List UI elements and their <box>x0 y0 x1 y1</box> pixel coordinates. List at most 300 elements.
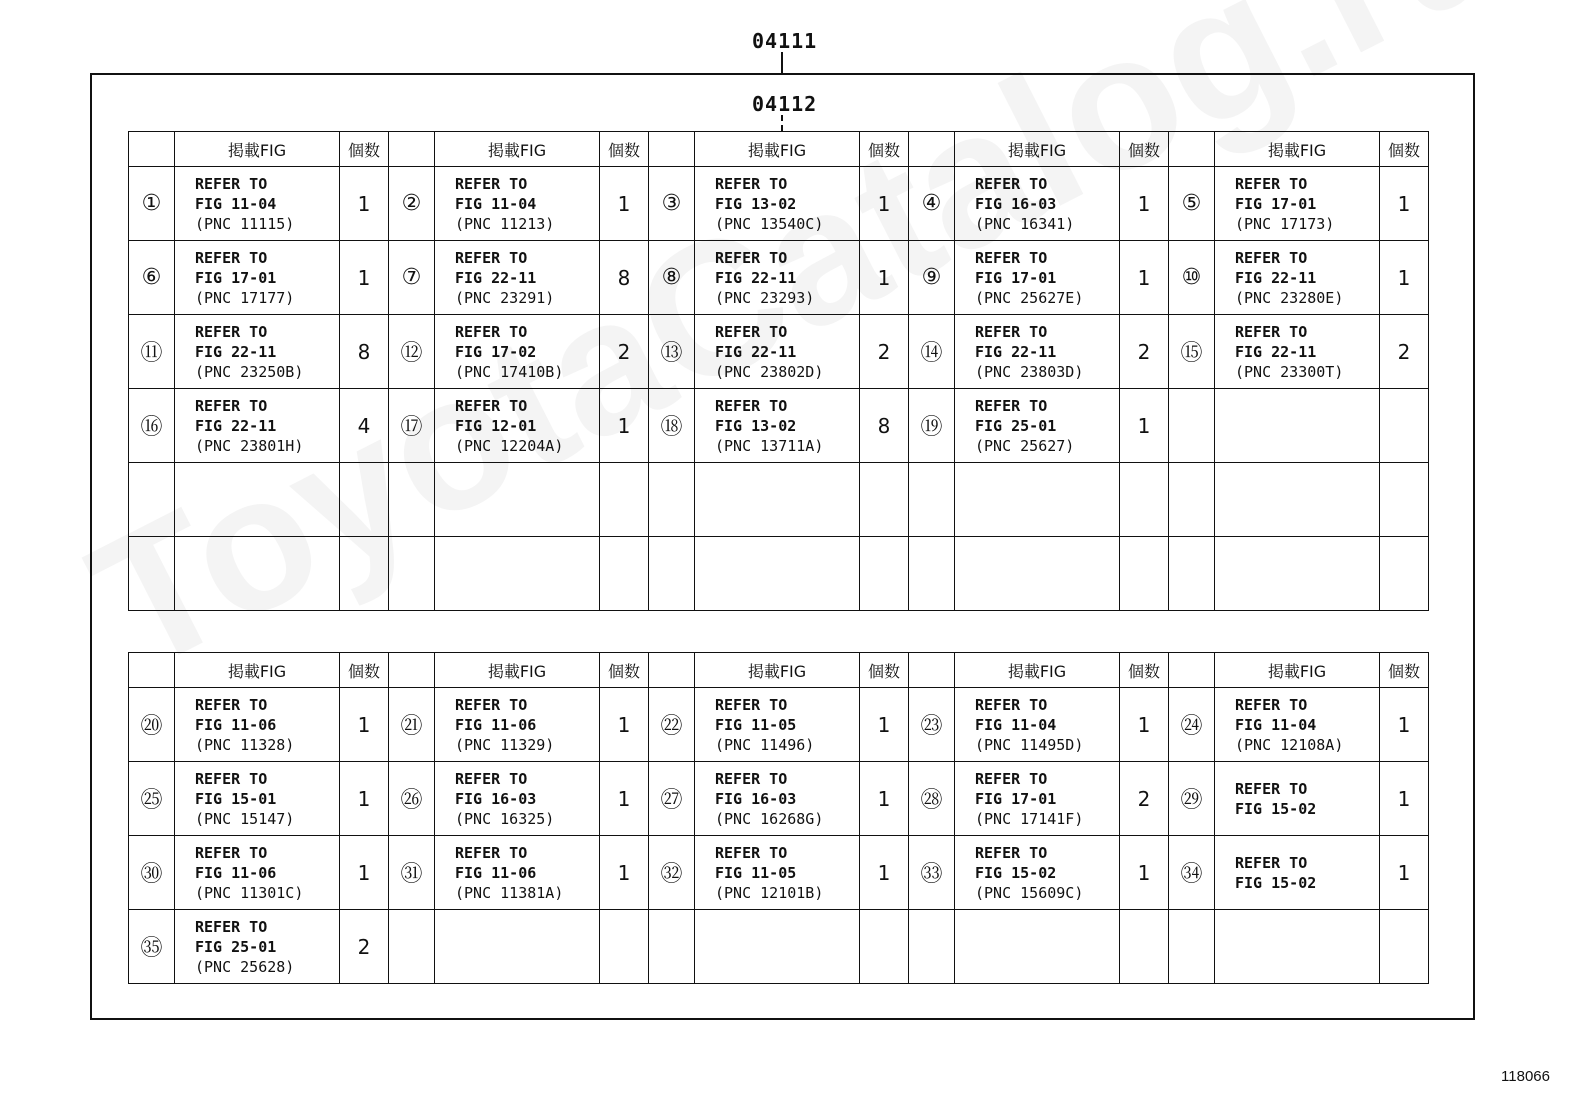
table-row <box>129 167 1429 241</box>
fig-reference-line: (PNC 11115) <box>195 214 295 233</box>
page-number: 118066 <box>1501 1068 1550 1085</box>
item-number: ㉜ <box>649 836 695 910</box>
header-fig: 掲載FIG <box>955 132 1120 167</box>
fig-reference-line: (PNC 16325) <box>455 809 555 828</box>
fig-reference-line: REFER TO <box>455 248 528 267</box>
fig-reference-line: (PNC 25628) <box>195 957 295 976</box>
item-number: ㉝ <box>909 836 955 910</box>
item-number: ③ <box>649 167 695 241</box>
quantity: 1 <box>600 389 649 463</box>
header-index <box>129 653 175 688</box>
quantity: 1 <box>1120 688 1169 762</box>
fig-reference <box>1215 241 1380 315</box>
leader-line-inner <box>781 115 783 131</box>
fig-reference-line: FIG 25-01 <box>975 416 1057 435</box>
item-number <box>129 537 175 611</box>
fig-reference-line: FIG 22-11 <box>715 342 797 361</box>
fig-reference-line: REFER TO <box>715 248 788 267</box>
fig-reference-line: (PNC 11301C) <box>195 883 304 902</box>
item-number <box>649 910 695 984</box>
fig-reference-line: (PNC 11495D) <box>975 735 1084 754</box>
quantity <box>600 537 649 611</box>
fig-reference-line: REFER TO <box>715 695 788 714</box>
quantity: 1 <box>860 762 909 836</box>
item-number: ⑨ <box>909 241 955 315</box>
fig-reference <box>1215 167 1380 241</box>
quantity: 2 <box>1380 315 1429 389</box>
fig-reference-line: REFER TO <box>715 769 788 788</box>
fig-reference-line: (PNC 23802D) <box>715 362 824 381</box>
fig-reference-line: FIG 15-02 <box>975 863 1057 882</box>
quantity <box>340 463 389 537</box>
item-number: ⑧ <box>649 241 695 315</box>
item-number <box>1169 463 1215 537</box>
header-index <box>1169 653 1215 688</box>
fig-reference-line: FIG 11-04 <box>975 715 1057 734</box>
header-qty: 個数 <box>340 653 389 688</box>
quantity <box>1120 537 1169 611</box>
item-number: ㉒ <box>649 688 695 762</box>
fig-reference-line: REFER TO <box>455 322 528 341</box>
quantity: 1 <box>340 836 389 910</box>
fig-reference <box>695 167 860 241</box>
header-fig: 掲載FIG <box>695 132 860 167</box>
item-number: ㉛ <box>389 836 435 910</box>
quantity: 1 <box>1380 241 1429 315</box>
quantity <box>1120 463 1169 537</box>
fig-reference-line: (PNC 11329) <box>455 735 555 754</box>
fig-reference <box>695 836 860 910</box>
table-row <box>129 836 1429 910</box>
fig-reference-line: FIG 16-03 <box>975 194 1057 213</box>
header-fig: 掲載FIG <box>695 653 860 688</box>
fig-reference-line: (PNC 25627E) <box>975 288 1084 307</box>
quantity: 1 <box>340 241 389 315</box>
item-number <box>1169 389 1215 463</box>
fig-reference-line: FIG 22-11 <box>1235 342 1317 361</box>
fig-reference <box>1215 910 1380 984</box>
fig-reference <box>955 463 1120 537</box>
fig-reference <box>175 167 340 241</box>
quantity: 1 <box>600 836 649 910</box>
fig-reference <box>695 762 860 836</box>
fig-reference-line: (PNC 16268G) <box>715 809 824 828</box>
fig-reference <box>435 315 600 389</box>
quantity <box>1120 910 1169 984</box>
fig-reference-line: (PNC 15609C) <box>975 883 1084 902</box>
fig-reference-line: FIG 16-03 <box>455 789 537 808</box>
table-row <box>129 463 1429 537</box>
fig-reference-line: FIG 17-01 <box>975 268 1057 287</box>
fig-reference-line: REFER TO <box>1235 174 1308 193</box>
header-index <box>129 132 175 167</box>
item-number: ㉞ <box>1169 836 1215 910</box>
quantity: 1 <box>340 167 389 241</box>
fig-reference <box>955 537 1120 611</box>
fig-reference <box>1215 762 1380 836</box>
header-qty: 個数 <box>1380 132 1429 167</box>
fig-reference <box>1215 463 1380 537</box>
fig-reference-line: FIG 17-01 <box>195 268 277 287</box>
quantity: 1 <box>600 688 649 762</box>
header-fig: 掲載FIG <box>1215 653 1380 688</box>
quantity: 2 <box>340 910 389 984</box>
header-index <box>649 653 695 688</box>
fig-reference <box>695 463 860 537</box>
fig-reference-line: (PNC 17177) <box>195 288 295 307</box>
quantity: 1 <box>1120 241 1169 315</box>
header-index <box>909 132 955 167</box>
header-fig: 掲載FIG <box>435 653 600 688</box>
quantity: 2 <box>600 315 649 389</box>
fig-reference-line: REFER TO <box>1235 853 1308 872</box>
quantity <box>1380 910 1429 984</box>
fig-reference-line: REFER TO <box>195 248 268 267</box>
fig-reference-line: REFER TO <box>715 396 788 415</box>
fig-reference <box>695 910 860 984</box>
quantity: 1 <box>860 167 909 241</box>
item-number: ⑥ <box>129 241 175 315</box>
fig-reference <box>175 762 340 836</box>
fig-reference <box>955 762 1120 836</box>
fig-reference <box>435 836 600 910</box>
fig-reference <box>175 241 340 315</box>
fig-reference-line: REFER TO <box>975 695 1048 714</box>
fig-reference <box>175 836 340 910</box>
quantity: 1 <box>860 688 909 762</box>
fig-reference-line: (PNC 25627) <box>975 436 1075 455</box>
fig-reference-line: FIG 22-11 <box>195 342 277 361</box>
fig-reference-line: (PNC 23801H) <box>195 436 304 455</box>
fig-reference-line: REFER TO <box>975 843 1048 862</box>
header-fig: 掲載FIG <box>175 653 340 688</box>
fig-reference-line: REFER TO <box>195 843 268 862</box>
quantity: 1 <box>1380 688 1429 762</box>
fig-reference <box>435 167 600 241</box>
item-number: ㉕ <box>129 762 175 836</box>
header-fig: 掲載FIG <box>175 132 340 167</box>
fig-reference <box>175 537 340 611</box>
header-fig: 掲載FIG <box>1215 132 1380 167</box>
fig-reference <box>955 315 1120 389</box>
item-number <box>649 537 695 611</box>
quantity: 1 <box>1380 836 1429 910</box>
item-number: ⑪ <box>129 315 175 389</box>
fig-reference-line: FIG 12-01 <box>455 416 537 435</box>
item-number <box>1169 910 1215 984</box>
fig-reference-line: (PNC 23250B) <box>195 362 304 381</box>
item-number: ㉗ <box>649 762 695 836</box>
quantity: 1 <box>600 762 649 836</box>
item-number: ㉙ <box>1169 762 1215 836</box>
fig-reference-line: REFER TO <box>455 396 528 415</box>
item-number: ⑭ <box>909 315 955 389</box>
item-number: ㉑ <box>389 688 435 762</box>
item-number: ⑩ <box>1169 241 1215 315</box>
quantity: 1 <box>1120 389 1169 463</box>
fig-reference-line: FIG 22-11 <box>975 342 1057 361</box>
assembly-code-top: 04111 <box>752 29 818 53</box>
quantity: 8 <box>340 315 389 389</box>
fig-reference-line: (PNC 17173) <box>1235 214 1335 233</box>
fig-reference <box>1215 836 1380 910</box>
quantity: 1 <box>1120 167 1169 241</box>
fig-reference-line: FIG 11-05 <box>715 715 797 734</box>
fig-reference-line: REFER TO <box>1235 322 1308 341</box>
item-number <box>389 910 435 984</box>
fig-reference-line: REFER TO <box>975 174 1048 193</box>
fig-reference-line: FIG 11-06 <box>455 715 537 734</box>
reference-table-2 <box>128 652 1429 984</box>
quantity: 1 <box>1380 167 1429 241</box>
quantity <box>1380 463 1429 537</box>
fig-reference-line: (PNC 15147) <box>195 809 295 828</box>
fig-reference-line: REFER TO <box>975 769 1048 788</box>
table-header-row <box>129 132 1429 167</box>
header-qty: 個数 <box>1120 132 1169 167</box>
header-qty: 個数 <box>600 653 649 688</box>
fig-reference-line: FIG 13-02 <box>715 194 797 213</box>
fig-reference <box>955 910 1120 984</box>
fig-reference-line: REFER TO <box>455 843 528 862</box>
item-number: ⑰ <box>389 389 435 463</box>
fig-reference-line: FIG 11-06 <box>455 863 537 882</box>
fig-reference-line: REFER TO <box>975 396 1048 415</box>
fig-reference-line: FIG 11-04 <box>455 194 537 213</box>
table-row <box>129 688 1429 762</box>
fig-reference-line: FIG 22-11 <box>195 416 277 435</box>
fig-reference-line: REFER TO <box>1235 779 1308 798</box>
fig-reference-line: FIG 22-11 <box>455 268 537 287</box>
fig-reference-line: REFER TO <box>715 843 788 862</box>
fig-reference <box>1215 688 1380 762</box>
fig-reference <box>695 389 860 463</box>
fig-reference <box>955 167 1120 241</box>
item-number: ⑱ <box>649 389 695 463</box>
quantity: 1 <box>600 167 649 241</box>
fig-reference-line: (PNC 12204A) <box>455 436 564 455</box>
fig-reference <box>955 836 1120 910</box>
fig-reference-line: REFER TO <box>1235 248 1308 267</box>
header-fig: 掲載FIG <box>435 132 600 167</box>
fig-reference <box>1215 389 1380 463</box>
quantity: 1 <box>1380 762 1429 836</box>
fig-reference <box>175 688 340 762</box>
quantity <box>340 537 389 611</box>
fig-reference <box>175 315 340 389</box>
item-number: ⑫ <box>389 315 435 389</box>
fig-reference-line: FIG 15-02 <box>1235 873 1317 892</box>
fig-reference-line: (PNC 11213) <box>455 214 555 233</box>
header-index <box>389 653 435 688</box>
item-number: ② <box>389 167 435 241</box>
header-qty: 個数 <box>860 653 909 688</box>
table-row <box>129 241 1429 315</box>
item-number <box>129 463 175 537</box>
fig-reference-line: (PNC 11381A) <box>455 883 564 902</box>
fig-reference-line: FIG 15-02 <box>1235 799 1317 818</box>
item-number <box>909 463 955 537</box>
header-index <box>649 132 695 167</box>
fig-reference-line: REFER TO <box>195 322 268 341</box>
fig-reference-line: (PNC 11328) <box>195 735 295 754</box>
quantity <box>1380 537 1429 611</box>
fig-reference <box>695 241 860 315</box>
item-number: ① <box>129 167 175 241</box>
fig-reference <box>435 463 600 537</box>
fig-reference <box>435 688 600 762</box>
item-number <box>649 463 695 537</box>
fig-reference-line: REFER TO <box>455 174 528 193</box>
fig-reference-line: FIG 22-11 <box>1235 268 1317 287</box>
fig-reference-line: REFER TO <box>195 396 268 415</box>
table-header-row <box>129 653 1429 688</box>
quantity: 1 <box>860 241 909 315</box>
fig-reference <box>695 688 860 762</box>
quantity <box>600 463 649 537</box>
item-number <box>1169 537 1215 611</box>
fig-reference-line: FIG 25-01 <box>195 937 277 956</box>
quantity: 2 <box>860 315 909 389</box>
item-number <box>909 537 955 611</box>
fig-reference-line: REFER TO <box>195 695 268 714</box>
quantity <box>860 910 909 984</box>
item-number <box>909 910 955 984</box>
fig-reference <box>175 389 340 463</box>
fig-reference <box>435 241 600 315</box>
fig-reference-line: FIG 15-01 <box>195 789 277 808</box>
header-qty: 個数 <box>860 132 909 167</box>
quantity: 8 <box>860 389 909 463</box>
item-number: ㉚ <box>129 836 175 910</box>
header-fig: 掲載FIG <box>955 653 1120 688</box>
fig-reference <box>435 910 600 984</box>
quantity: 1 <box>1120 836 1169 910</box>
quantity: 4 <box>340 389 389 463</box>
table-row <box>129 389 1429 463</box>
fig-reference-line: REFER TO <box>975 322 1048 341</box>
item-number: ㉔ <box>1169 688 1215 762</box>
fig-reference <box>1215 537 1380 611</box>
quantity <box>600 910 649 984</box>
fig-reference-line: (PNC 23280E) <box>1235 288 1344 307</box>
item-number: ㉓ <box>909 688 955 762</box>
fig-reference <box>435 762 600 836</box>
item-number <box>389 537 435 611</box>
fig-reference-line: FIG 11-05 <box>715 863 797 882</box>
item-number: ⑯ <box>129 389 175 463</box>
table-row <box>129 910 1429 984</box>
fig-reference-line: REFER TO <box>195 769 268 788</box>
item-number: ⑤ <box>1169 167 1215 241</box>
item-number: ⑦ <box>389 241 435 315</box>
fig-reference-line: (PNC 23293) <box>715 288 815 307</box>
fig-reference <box>1215 315 1380 389</box>
leader-line-top <box>781 52 783 73</box>
quantity <box>860 537 909 611</box>
header-index <box>389 132 435 167</box>
item-number: ⑬ <box>649 315 695 389</box>
fig-reference-line: (PNC 13711A) <box>715 436 824 455</box>
item-number: ⑮ <box>1169 315 1215 389</box>
fig-reference-line: REFER TO <box>715 322 788 341</box>
fig-reference-line: FIG 11-06 <box>195 863 277 882</box>
fig-reference-line: (PNC 23291) <box>455 288 555 307</box>
reference-table-1 <box>128 131 1429 611</box>
quantity: 1 <box>340 762 389 836</box>
fig-reference <box>435 389 600 463</box>
fig-reference-line: (PNC 11496) <box>715 735 815 754</box>
header-index <box>1169 132 1215 167</box>
item-number: ④ <box>909 167 955 241</box>
fig-reference-line: FIG 17-01 <box>1235 194 1317 213</box>
fig-reference <box>175 910 340 984</box>
fig-reference-line: FIG 17-02 <box>455 342 537 361</box>
fig-reference-line: REFER TO <box>455 769 528 788</box>
fig-reference-line: FIG 13-02 <box>715 416 797 435</box>
fig-reference-line: (PNC 12101B) <box>715 883 824 902</box>
assembly-code-inner: 04112 <box>752 92 818 116</box>
quantity <box>1380 389 1429 463</box>
fig-reference <box>175 463 340 537</box>
fig-reference-line: (PNC 13540C) <box>715 214 824 233</box>
table-row <box>129 537 1429 611</box>
item-number: ⑲ <box>909 389 955 463</box>
quantity <box>860 463 909 537</box>
quantity: 1 <box>860 836 909 910</box>
item-number: ㉘ <box>909 762 955 836</box>
fig-reference <box>695 315 860 389</box>
quantity: 1 <box>340 688 389 762</box>
fig-reference-line: (PNC 17410B) <box>455 362 564 381</box>
header-qty: 個数 <box>340 132 389 167</box>
fig-reference <box>695 537 860 611</box>
fig-reference-line: (PNC 12108A) <box>1235 735 1344 754</box>
header-qty: 個数 <box>600 132 649 167</box>
item-number: ㉖ <box>389 762 435 836</box>
quantity: 2 <box>1120 315 1169 389</box>
fig-reference-line: REFER TO <box>975 248 1048 267</box>
fig-reference-line: REFER TO <box>715 174 788 193</box>
fig-reference-line: REFER TO <box>455 695 528 714</box>
fig-reference-line: FIG 22-11 <box>715 268 797 287</box>
header-index <box>909 653 955 688</box>
fig-reference-line: FIG 16-03 <box>715 789 797 808</box>
item-number: ⑳ <box>129 688 175 762</box>
fig-reference-line: FIG 17-01 <box>975 789 1057 808</box>
fig-reference-line: (PNC 17141F) <box>975 809 1084 828</box>
header-qty: 個数 <box>1380 653 1429 688</box>
fig-reference-line: REFER TO <box>195 917 268 936</box>
fig-reference-line: FIG 11-04 <box>1235 715 1317 734</box>
fig-reference-line: FIG 11-04 <box>195 194 277 213</box>
table-row <box>129 762 1429 836</box>
fig-reference <box>955 241 1120 315</box>
item-number: ㉟ <box>129 910 175 984</box>
quantity: 2 <box>1120 762 1169 836</box>
fig-reference <box>955 688 1120 762</box>
fig-reference-line: FIG 11-06 <box>195 715 277 734</box>
fig-reference-line: (PNC 23300T) <box>1235 362 1344 381</box>
fig-reference-line: (PNC 16341) <box>975 214 1075 233</box>
fig-reference-line: REFER TO <box>1235 695 1308 714</box>
table-row <box>129 315 1429 389</box>
quantity: 8 <box>600 241 649 315</box>
fig-reference <box>435 537 600 611</box>
item-number <box>389 463 435 537</box>
fig-reference <box>955 389 1120 463</box>
header-qty: 個数 <box>1120 653 1169 688</box>
